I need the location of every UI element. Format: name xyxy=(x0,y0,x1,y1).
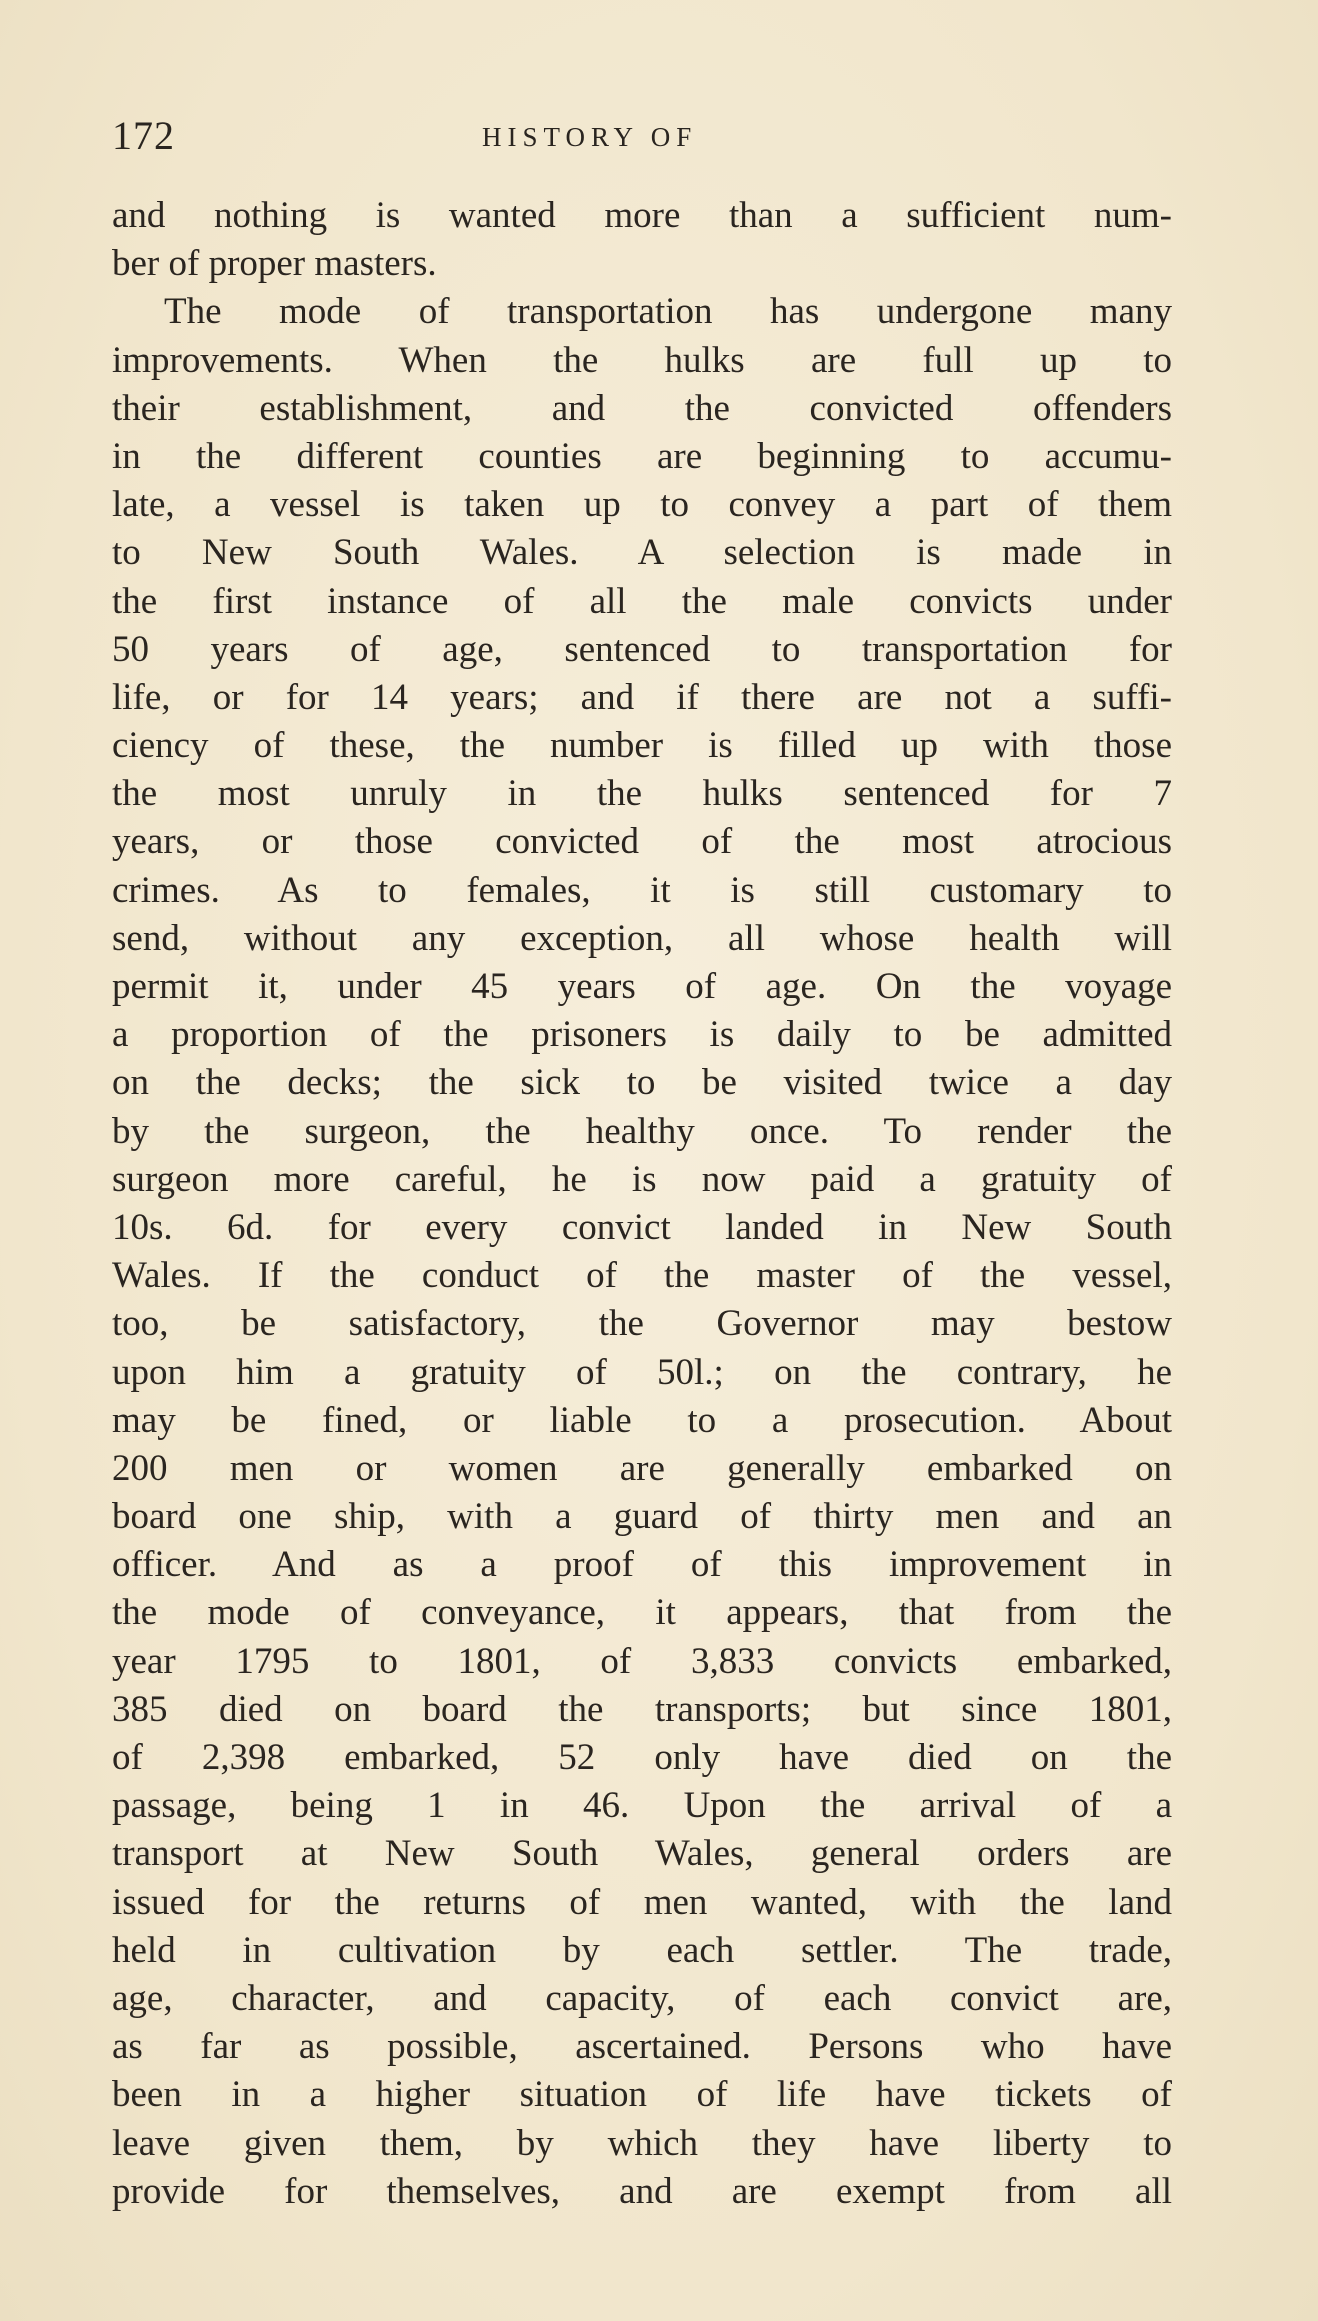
text-line: their establishment, and the convicted offenders xyxy=(112,387,1172,429)
text-line: to New South Wales. A selection is made in xyxy=(112,532,1172,574)
text-line: may be fined, or liable to a prosecution. About xyxy=(112,1399,1172,1441)
page-number: 172 xyxy=(112,113,175,158)
text-line: Wales. If the conduct of the master of the vessel, xyxy=(112,1255,1172,1297)
text-line: surgeon more careful, he is now paid a gratuity of xyxy=(112,1158,1172,1200)
text-line: improvements. When the hulks are full up to xyxy=(112,339,1172,381)
text-line: ber of proper masters. xyxy=(112,243,437,285)
text-line: permit it, under 45 years of age. On the voyage xyxy=(112,966,1172,1007)
text-line: 50 years of age, sentenced to transportation for xyxy=(112,628,1172,670)
text-line: transport at New South Wales, general orders are xyxy=(112,1833,1172,1875)
text-line: by the surgeon, the healthy once. To render the xyxy=(112,1110,1172,1152)
text-line: of 2,398 embarked, 52 only have died on the xyxy=(112,1737,1172,1778)
text-line: as far as possible, ascertained. Persons who have xyxy=(112,2026,1172,2068)
text-line: the first instance of all the male convicts under xyxy=(112,580,1172,622)
running-head xyxy=(112,112,1172,162)
text-line: held in cultivation by each settler. The trade, xyxy=(112,1929,1172,1971)
text-line: officer. And as a proof of this improvement in xyxy=(112,1544,1172,1586)
text-line: board one ship, with a guard of thirty men and an xyxy=(112,1496,1172,1538)
text-line: and nothing is wanted more than a sufficient num- xyxy=(112,195,1172,236)
text-line: too, be satisfactory, the Governor may bestow xyxy=(112,1303,1172,1345)
text-line: year 1795 to 1801, of 3,833 convicts embarked, xyxy=(112,1640,1172,1682)
body-text xyxy=(112,192,1172,2216)
text-line: leave given them, by which they have liberty to xyxy=(112,2122,1172,2164)
text-line: the mode of conveyance, it appears, that from the xyxy=(112,1592,1172,1634)
running-title: HISTORY OF xyxy=(482,122,698,152)
text-line: send, without any exception, all whose health will xyxy=(112,917,1172,959)
text-line: a proportion of the prisoners is daily to be admitted xyxy=(112,1014,1172,1056)
text-line: in the different counties are beginning to accumu- xyxy=(112,435,1172,477)
text-line: late, a vessel is taken up to convey a part of them xyxy=(112,484,1172,526)
text-line: 385 died on board the transports; but since 1801, xyxy=(112,1688,1172,1730)
text-line: been in a higher situation of life have tickets of xyxy=(112,2074,1172,2116)
text-line: issued for the returns of men wanted, with the land xyxy=(112,1881,1172,1923)
text-line: The mode of transportation has undergone many xyxy=(164,291,1172,333)
text-line: 200 men or women are generally embarked on xyxy=(112,1447,1172,1489)
text-line: 10s. 6d. for every convict landed in New South xyxy=(112,1206,1172,1248)
text-line: passage, being 1 in 46. Upon the arrival of a xyxy=(112,1785,1172,1827)
text-line: on the decks; the sick to be visited twice a day xyxy=(112,1062,1172,1104)
text-line: age, character, and capacity, of each convict are, xyxy=(112,1977,1172,2019)
text-line: provide for themselves, and are exempt from all xyxy=(112,2170,1172,2212)
text-line: ciency of these, the number is filled up with those xyxy=(112,725,1172,767)
text-line: the most unruly in the hulks sentenced for 7 xyxy=(112,773,1172,815)
text-line: crimes. As to females, it is still customary to xyxy=(112,869,1172,911)
text-line: upon him a gratuity of 50l.; on the contrary, he xyxy=(112,1351,1172,1393)
text-line: life, or for 14 years; and if there are not a suffi- xyxy=(112,676,1172,718)
text-line: years, or those convicted of the most atrocious xyxy=(112,821,1172,863)
